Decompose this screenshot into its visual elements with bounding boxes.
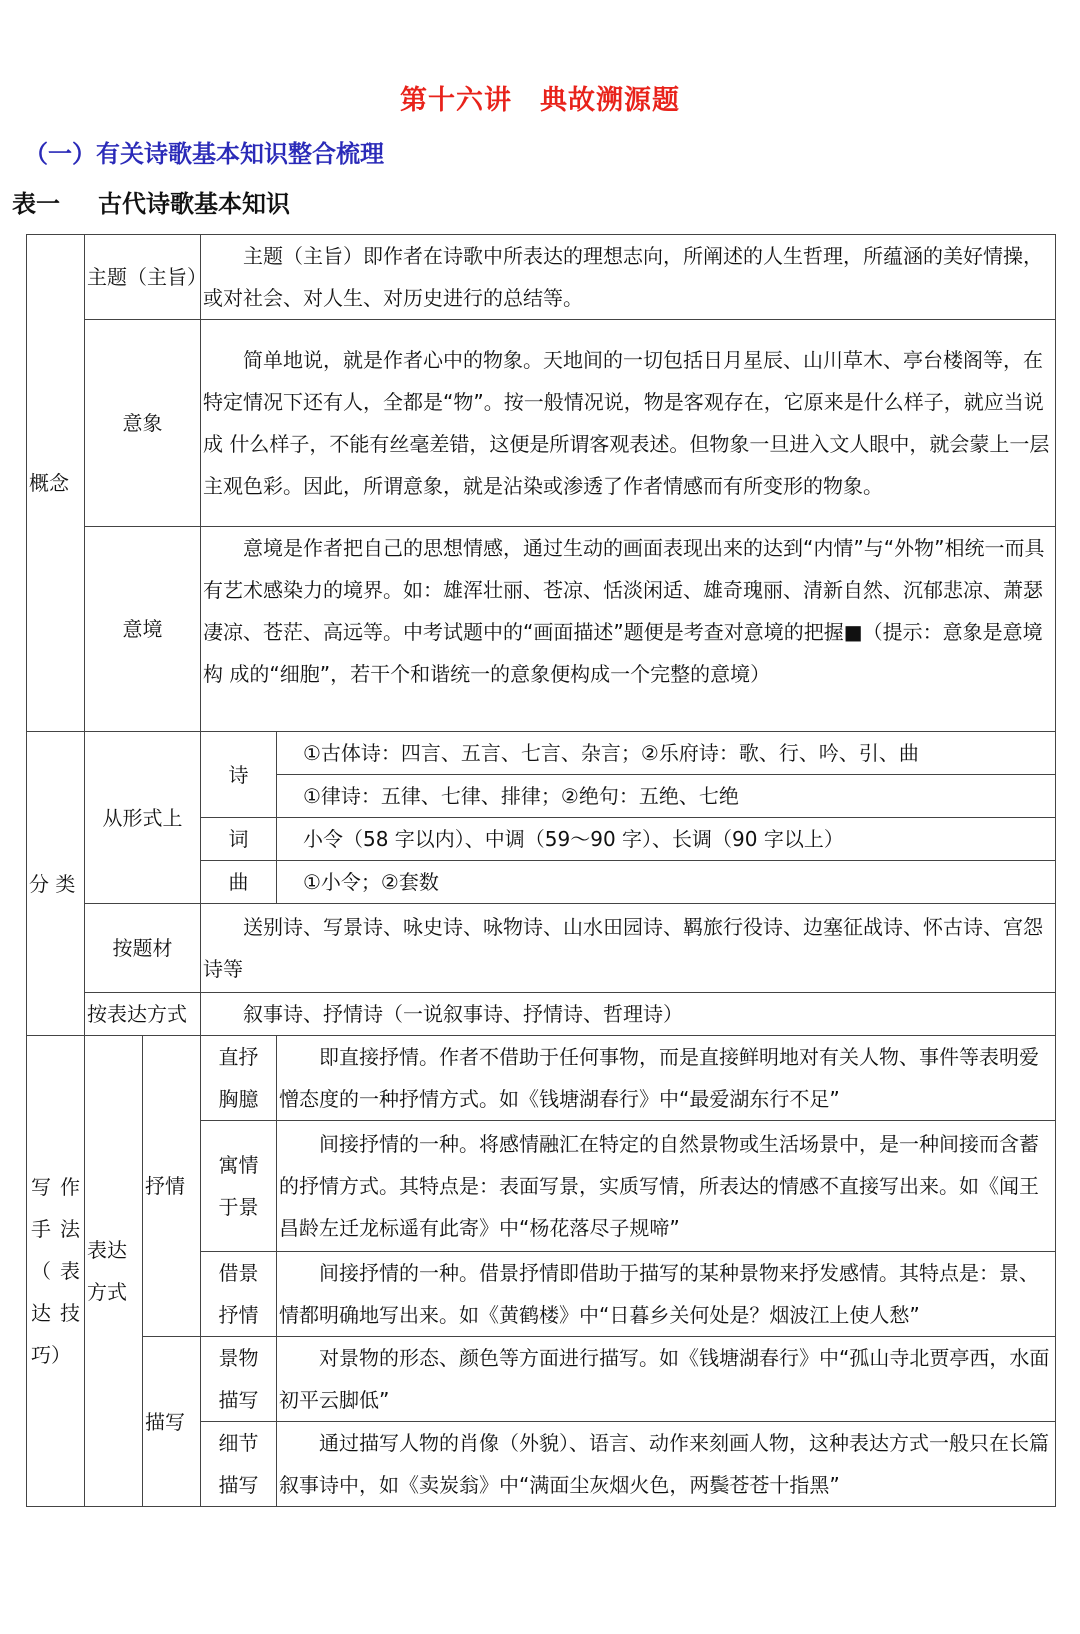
form-label: 从形式上	[85, 732, 201, 904]
expression-method-label: 表达方式	[85, 1036, 143, 1507]
title-topic: 典故溯源题	[540, 85, 680, 116]
technique-text: 即直接抒情。作者不借助于任何事物，而是直接鲜明地对有关人物、事件等表明爱憎态度的一种抒情方式。如《钱塘湖春行》中“最爱湖东行不足”	[277, 1036, 1056, 1121]
ci-label: 词	[201, 818, 277, 861]
describe-label: 描写	[143, 1337, 201, 1507]
table-heading	[12, 184, 290, 219]
qu-label: 曲	[201, 861, 277, 904]
shi-line: ①古体诗：四言、五言、七言、杂言；②乐府诗：歌、行、吟、引、曲	[277, 732, 1056, 775]
table-label: 表一	[12, 190, 60, 218]
ci-text: 小令（58 字以内）、中调（59～90 字）、长调（90 字以上）	[277, 818, 1056, 861]
technique-term: 直抒胸臆	[201, 1036, 277, 1121]
technique-term: 寓情于景	[201, 1121, 277, 1252]
expression-text: 叙事诗、抒情诗（一说叙事诗、抒情诗、哲理诗）	[201, 993, 1056, 1036]
concept-text: 主题（主旨）即作者在诗歌中所表达的理想志向，所阐述的人生哲理，所蕴涵的美好情操，或对社会、对人生、对历史进行的总结等。	[201, 235, 1056, 320]
technique-term: 细节描写	[201, 1422, 277, 1507]
concept-term: 意境	[85, 527, 201, 732]
concept-label: 概念	[27, 235, 85, 732]
technique-text: 间接抒情的一种。将感情融汇在特定的自然景物或生活场景中，是一种间接而含蓄的抒情方式。其特点是：表面写景，实质写情，所表达的情感不直接写出来。如《闻王昌龄左迁龙标遥有此寄》中“杨花落尽子规啼”	[277, 1121, 1056, 1252]
concept-term: 意象	[85, 320, 201, 527]
technique-text: 间接抒情的一种。借景抒情即借助于描写的某种景物来抒发感情。其特点是：景、情都明确地写出来。如《黄鹤楼》中“日暮乡关何处是？烟波江上使人愁”	[277, 1252, 1056, 1337]
shi-line: ①律诗：五律、七律、排律；②绝句：五绝、七绝	[277, 775, 1056, 818]
page-title	[0, 78, 1080, 117]
title-lecture: 第十六讲	[400, 85, 512, 116]
lyric-label: 抒情	[143, 1036, 201, 1337]
technique-term: 景物描写	[201, 1337, 277, 1422]
qu-text: ①小令；②套数	[277, 861, 1056, 904]
subject-label: 按题材	[85, 904, 201, 993]
concept-text: 意境是作者把自己的思想情感，通过生动的画面表现出来的达到“内情”与“外物”相统一而具有艺术感染力的境界。如：雄浑壮丽、苍凉、恬淡闲适、雄奇瑰丽、清新自然、沉郁悲凉、萧瑟凄凉、苍茫、高远等。中考试题中的“画面描述”题便是考查对意境的把握■（提示：意象是意境构 成的“细胞”，若干个和谐统一的意象便构成一个完整的意境）	[201, 527, 1056, 732]
concept-term: 主题（主旨）	[85, 235, 201, 320]
shi-label: 诗	[201, 732, 277, 818]
table-name: 古代诗歌基本知识	[98, 190, 290, 218]
section-heading: （一）有关诗歌基本知识整合梳理	[24, 140, 384, 168]
knowledge-table	[26, 234, 1056, 1634]
concept-text: 简单地说，就是作者心中的物象。天地间的一切包括日月星辰、山川草木、亭台楼阁等，在特定情况下还有人，全都是“物”。按一般情况说，物是客观存在，它原来是什么样子，就应当说成 什么样子，不能有丝毫差错，这便是所谓客观表述。但物象一旦进入文人眼中，就会蒙上一层主观色彩。因此，所谓意象，就是沾染或渗透了作者情感而有所变形的物象。	[201, 320, 1056, 527]
subject-text: 送别诗、写景诗、咏史诗、咏物诗、山水田园诗、羁旅行役诗、边塞征战诗、怀古诗、宫怨诗等	[201, 904, 1056, 993]
writing-label: 写作手法（表达技巧）	[27, 1036, 85, 1507]
technique-text: 对景物的形态、颜色等方面进行描写。如《钱塘湖春行》中“孤山寺北贾亭西，水面初平云脚低”	[277, 1337, 1056, 1422]
classification-label: 分 类	[27, 732, 85, 1036]
expression-label: 按表达方式	[85, 993, 201, 1036]
technique-text: 通过描写人物的肖像（外貌）、语言、动作来刻画人物，这种表达方式一般只在长篇叙事诗中，如《卖炭翁》中“满面尘灰烟火色，两鬓苍苍十指黑”	[277, 1422, 1056, 1507]
technique-term: 借景抒情	[201, 1252, 277, 1337]
